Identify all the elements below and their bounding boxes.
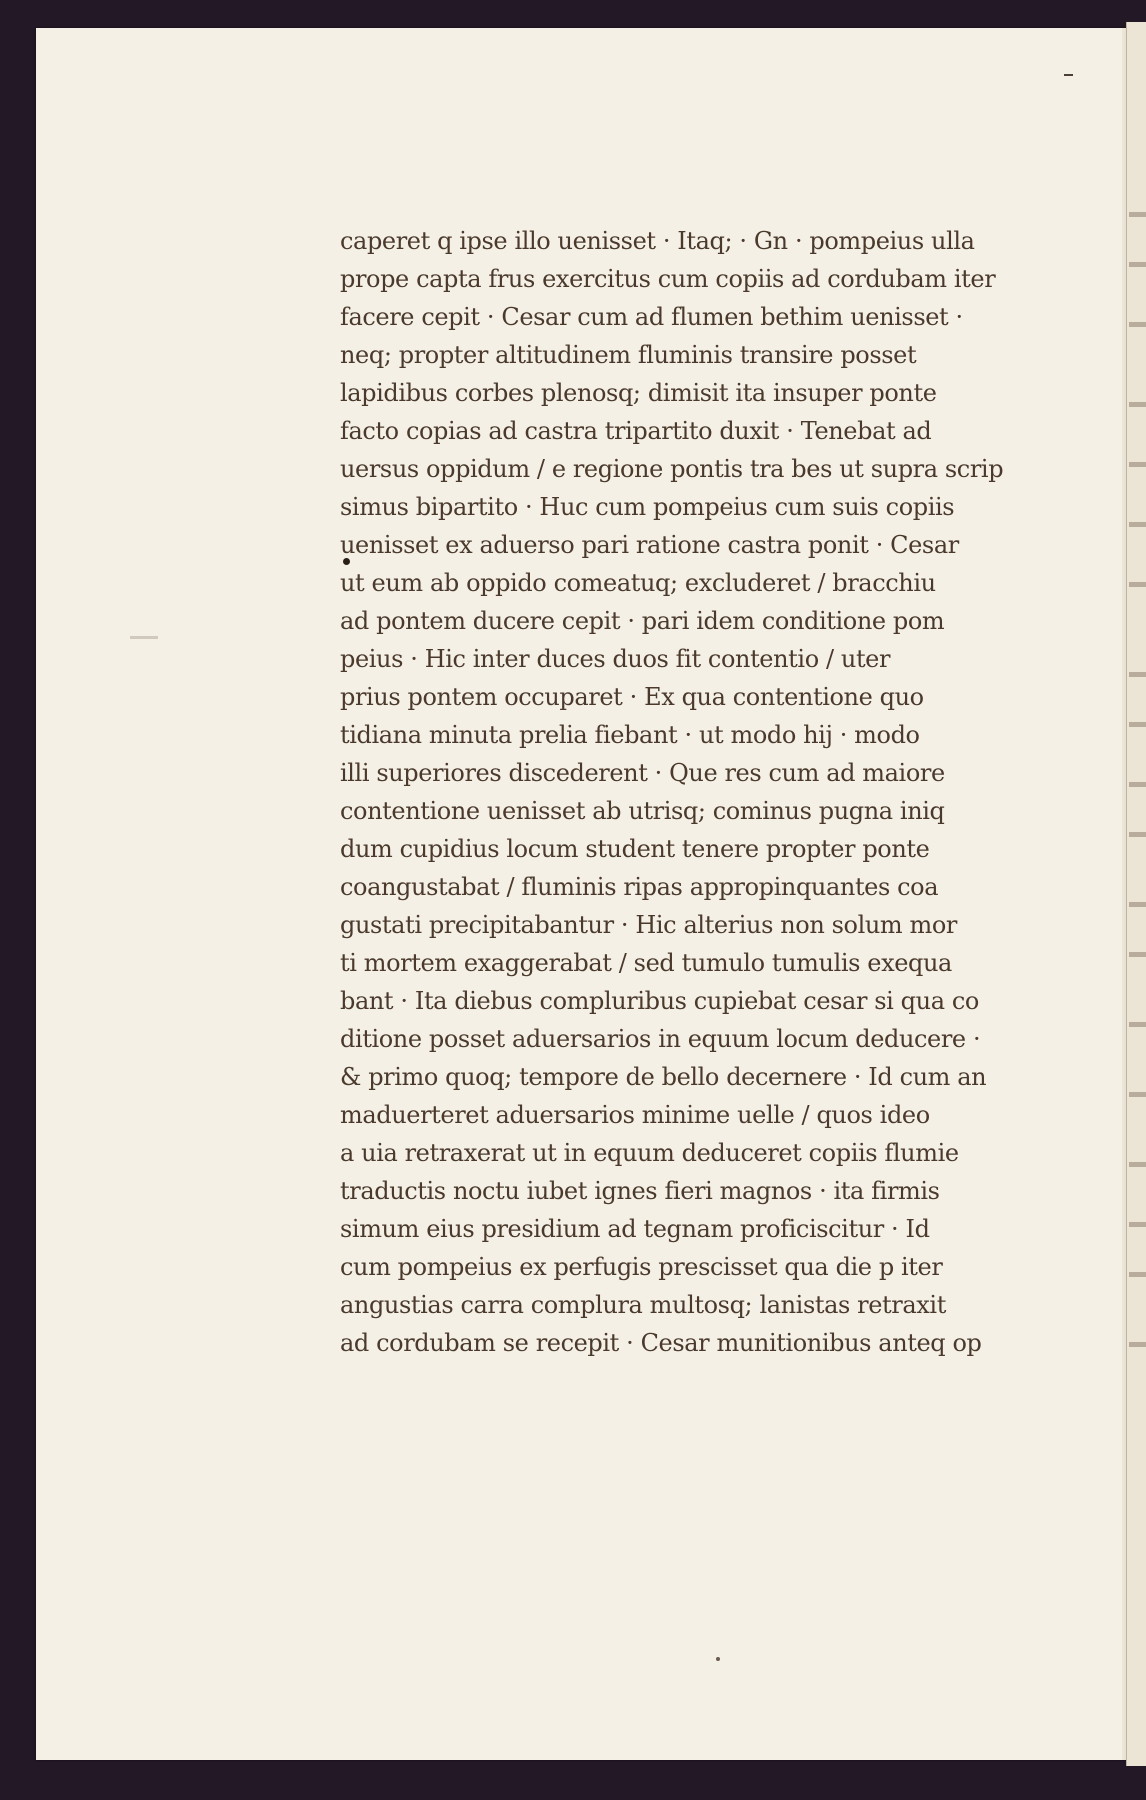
text-line: contentione uenisset ab utrisq; cominus pugna iniq xyxy=(340,797,945,825)
text-line: lapidibus corbes plenosq; dimisit ita insuper ponte xyxy=(340,379,937,407)
text-line: coangustabat / fluminis ripas appropinquantes coa xyxy=(340,873,939,901)
text-line: ti mortem exaggerabat / sed tumulo tumulis exequa xyxy=(340,949,952,977)
text-line: facto copias ad castra tripartito duxit · Tenebat ad xyxy=(340,417,932,445)
text-line: ad pontem ducere cepit · pari idem conditione pom xyxy=(340,607,945,635)
margin-smudge xyxy=(130,636,158,639)
text-line: simus bipartito · Huc cum pompeius cum suis copiis xyxy=(340,493,955,521)
text-line: prius pontem occuparet · Ex qua contentione quo xyxy=(340,683,924,711)
text-line: traductis noctu iubet ignes fieri magnos · ita firmis xyxy=(340,1177,940,1205)
text-line: cum pompeius ex perfugis prescisset qua die p iter xyxy=(340,1253,943,1281)
text-line: angustias carra complura multosq; lanistas retraxit xyxy=(340,1291,946,1319)
text-line: uersus oppidum / e regione pontis tra bes ut supra scrip xyxy=(340,455,1004,483)
text-line: bant · Ita diebus compluribus cupiebat cesar si qua co xyxy=(340,987,979,1015)
text-line: tidiana minuta prelia fiebant · ut modo hij · modo xyxy=(340,721,920,749)
text-line: ut eum ab oppido comeatuq; excluderet / bracchiu xyxy=(340,569,936,597)
text-line: a uia retraxerat ut in equum deduceret copiis flumie xyxy=(340,1139,959,1167)
text-line: & primo quoq; tempore de bello decernere · Id cum an xyxy=(340,1063,987,1091)
text-line: facere cepit · Cesar cum ad flumen bethim uenisset · xyxy=(340,303,963,331)
adjacent-leaf-edge xyxy=(1126,22,1146,1766)
text-column xyxy=(340,222,1070,1357)
text-line: neq; propter altitudinem fluminis transire posset xyxy=(340,341,917,369)
text-line: prope capta frus exercitus cum copiis ad cordubam iter xyxy=(340,265,996,293)
text-line: ad cordubam se recepit · Cesar munitionibus anteq op xyxy=(340,1329,982,1357)
text-line: uenisset ex aduerso pari ratione castra ponit · Cesar xyxy=(340,531,959,559)
text-line: dum cupidius locum student tenere propter ponte xyxy=(340,835,930,863)
text-line: illi superiores discederent · Que res cum ad maiore xyxy=(340,759,945,787)
text-line: gustati precipitabantur · Hic alterius non solum mor xyxy=(340,911,957,939)
text-line: simum eius presidium ad tegnam proficiscitur · Id xyxy=(340,1215,930,1243)
text-line: maduerteret aduersarios minime uelle / quos ideo xyxy=(340,1101,930,1129)
foot-dot-marker xyxy=(716,1657,720,1661)
text-line: caperet q ipse illo uenisset · Itaq; · Gn · pompeius ulla xyxy=(340,227,975,255)
page-corner-mark xyxy=(1064,74,1073,76)
text-line: ditione posset aduersarios in equum locum deducere · xyxy=(340,1025,981,1053)
text-line: peius · Hic inter duces duos fit contentio / uter xyxy=(340,645,891,673)
